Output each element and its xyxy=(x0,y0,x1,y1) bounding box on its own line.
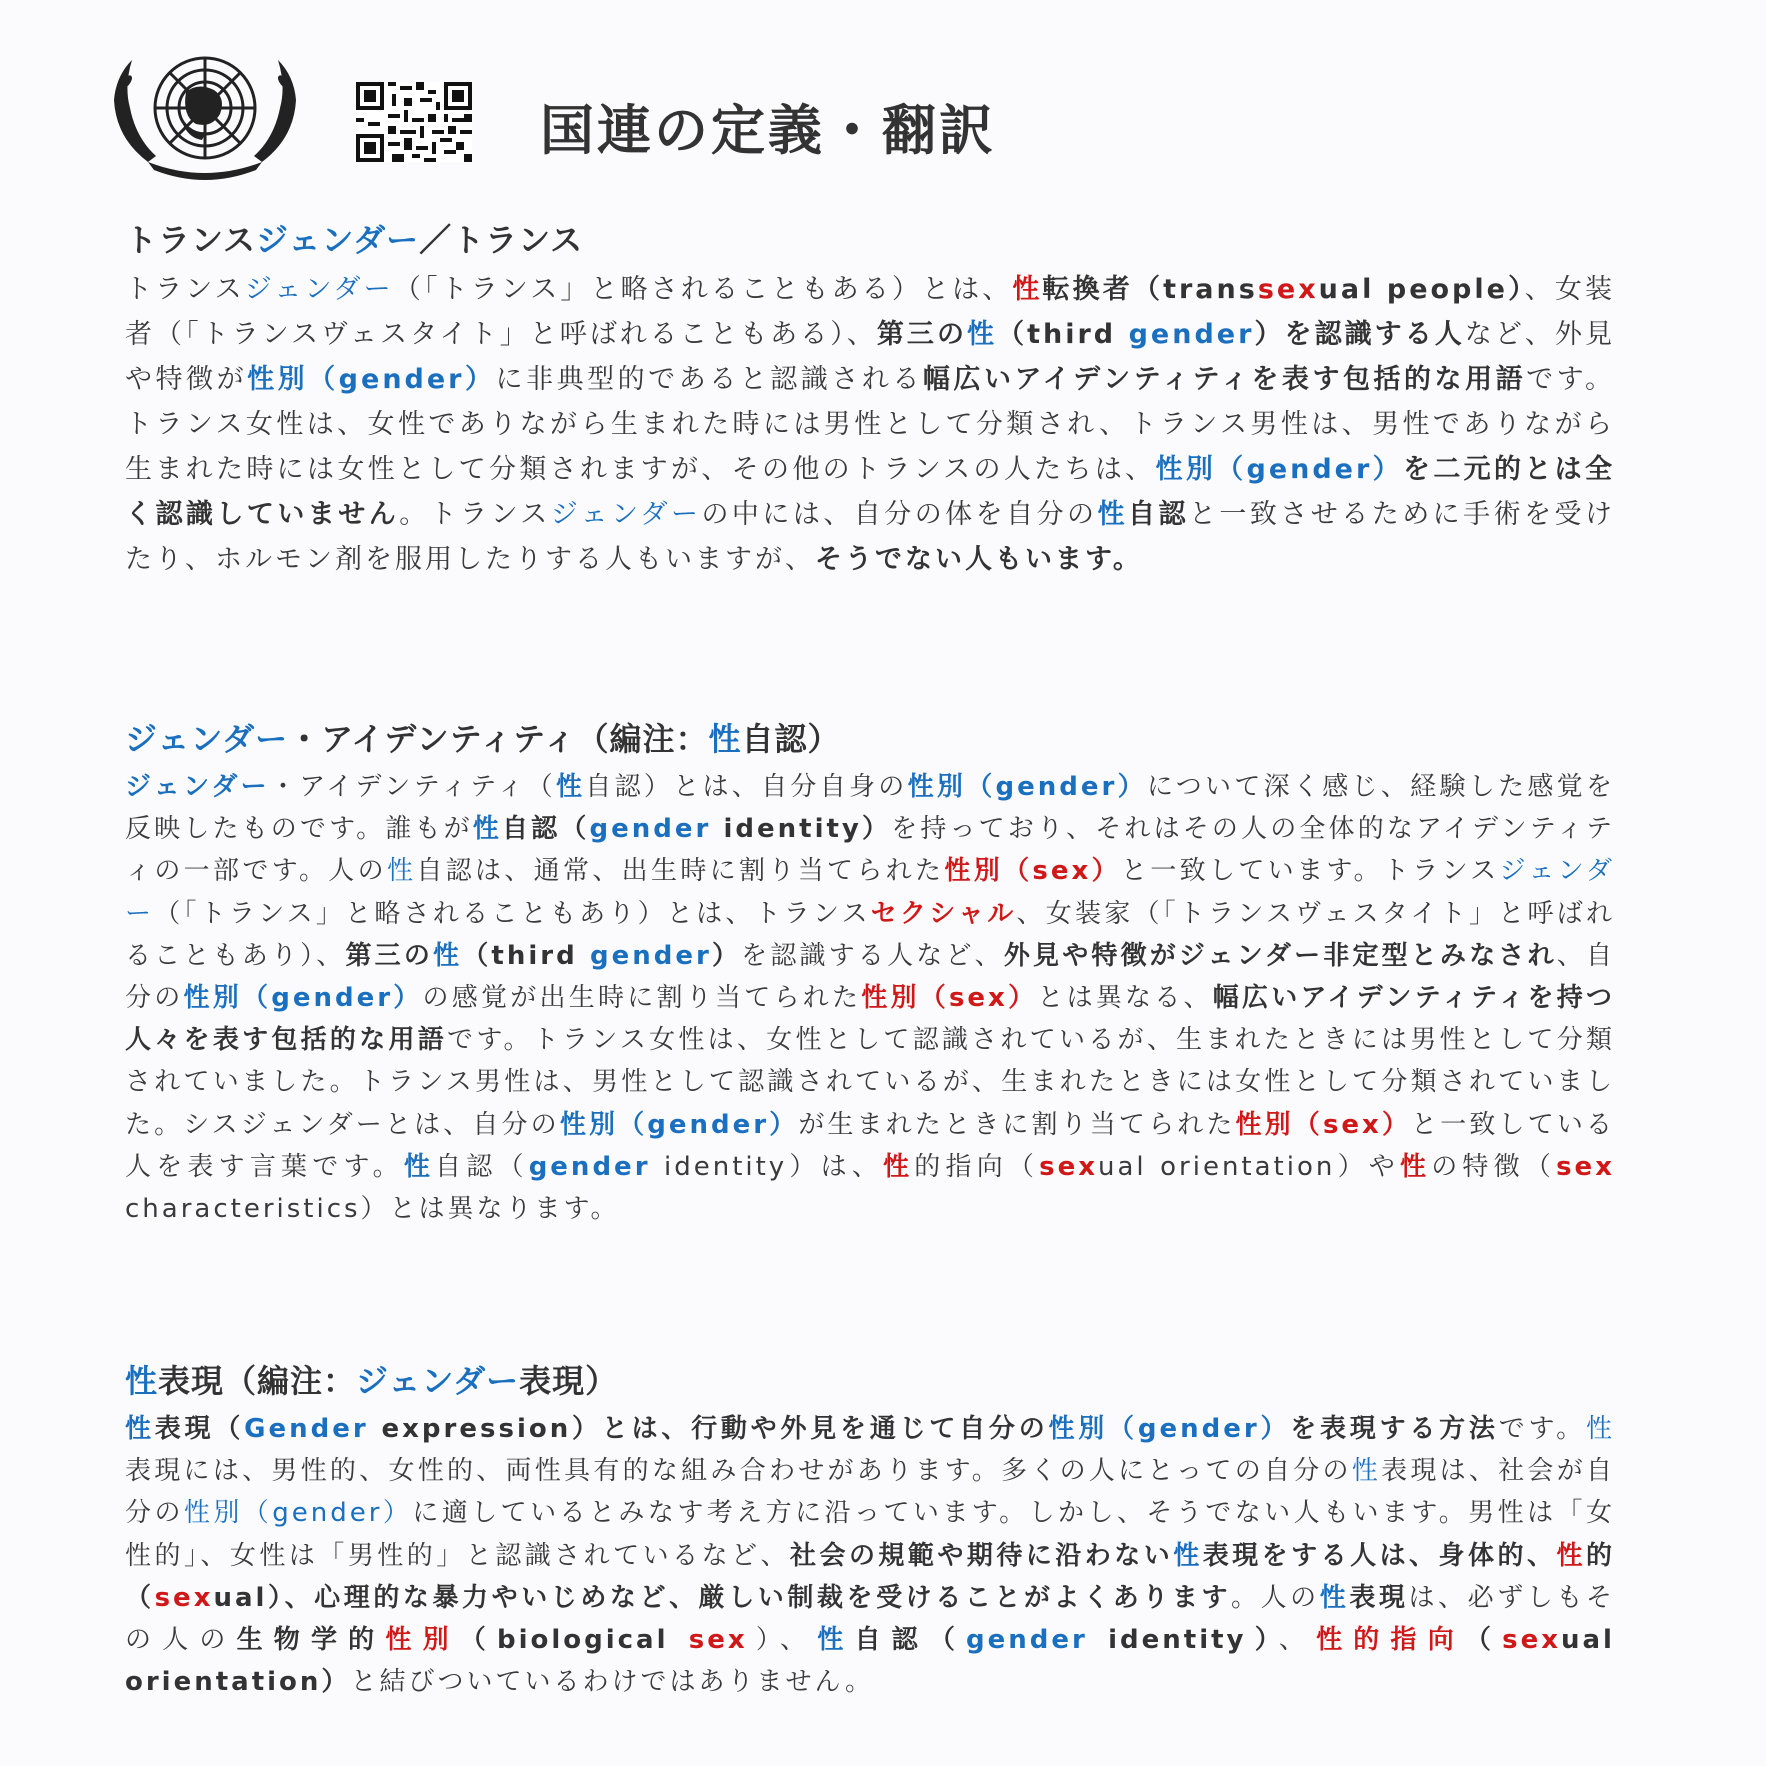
text-run: 表現をする人は、身体的、 xyxy=(1202,1540,1557,1571)
text-run: 社会の規範や期待に沿わない xyxy=(790,1540,1174,1571)
text-run: ual）、心理的な暴力やいじめなど、厳しい制裁を受けることがよくあります xyxy=(213,1582,1232,1613)
text-run: 性 xyxy=(403,1151,436,1182)
text-run: 性 xyxy=(1097,499,1128,530)
text-run: 性 xyxy=(1351,1456,1382,1487)
text-run: ジェンダー xyxy=(125,856,1615,929)
text-run: 性 xyxy=(1173,1540,1203,1571)
text-run: characteristics）とは異なります。 xyxy=(125,1194,620,1225)
text-run: 性別（gender） xyxy=(247,364,496,395)
text-run: が生まれたときに割り当てられた xyxy=(798,1109,1236,1140)
text-run: 自認 xyxy=(1128,499,1189,530)
text-run: 性 xyxy=(1585,1414,1615,1444)
text-run: identity） xyxy=(1087,1625,1279,1656)
text-run: と一致させるために手術を受けたり、ホルモン剤を服用したりする人もいますが、 xyxy=(125,499,1616,575)
text-run: ual orientation）や xyxy=(1098,1151,1400,1182)
text-run: 。人の xyxy=(1231,1582,1320,1613)
section-body xyxy=(125,1408,1615,1703)
text-run: identity）は、 xyxy=(650,1151,884,1182)
text-run: 自認）とは、自分自身の xyxy=(585,772,908,802)
un-emblem-logo xyxy=(86,42,324,186)
text-run: 自認（ xyxy=(501,814,590,845)
text-run: 性 xyxy=(1012,274,1043,305)
text-run: 性的指向 xyxy=(1316,1625,1465,1656)
text-run: セクシャル xyxy=(870,898,1017,929)
text-run: identity） xyxy=(711,814,892,845)
text-run: 、女装者（「トランスヴェスタイト」と呼ばれることもある）、 xyxy=(125,274,1616,350)
text-run: sex xyxy=(154,1582,214,1613)
text-run: ・アイデンティティ（ xyxy=(269,772,556,802)
section-body xyxy=(125,766,1615,1230)
text-run: 。トランス xyxy=(399,499,551,530)
text-run: 、自分の xyxy=(125,940,1615,1014)
text-run: など、外見や特徴が xyxy=(125,319,1616,395)
section-heading: 性表現（編注：ジェンダー表現） xyxy=(125,1362,619,1400)
text-run: 性別（gender） xyxy=(1048,1414,1291,1444)
text-run: 性 xyxy=(883,1151,915,1182)
text-run: 性 xyxy=(967,319,998,350)
text-run: 性 xyxy=(472,814,502,845)
text-run: ジェンダー xyxy=(125,772,270,802)
text-run: gender xyxy=(589,814,712,845)
text-run: を持っており、それはその人の全体的なアイデンティティの一部です。人の xyxy=(125,814,1615,887)
text-run: （「トランス」と略されることもあり）とは、トランス xyxy=(154,898,871,929)
text-run: Gender xyxy=(244,1414,369,1444)
section-transgender xyxy=(125,215,1615,582)
text-run: 自認（ xyxy=(435,1151,529,1182)
text-run: gender xyxy=(966,1625,1088,1656)
text-run: sex xyxy=(1556,1151,1615,1182)
text-run: に適しているとみなす考え方に沿っています。しかし、そうでない人もいます。男性は「女性的」、女性は「男性的」と認識されているなど、 xyxy=(125,1498,1615,1571)
text-run: 性別（gender） xyxy=(1155,454,1403,485)
text-run: ジェンダー xyxy=(550,499,702,530)
section-heading: トランスジェンダー／トランス xyxy=(125,221,584,259)
text-run: sex xyxy=(688,1625,748,1656)
text-run: 表現 xyxy=(1349,1582,1409,1613)
text-run: （third xyxy=(462,940,590,971)
text-run: 的（ xyxy=(125,1540,1615,1613)
text-run: の感覚が出生時に割り当てられた xyxy=(422,983,862,1014)
text-run: （ xyxy=(1464,1625,1503,1656)
text-run: と結びついているわけではありません。 xyxy=(350,1667,874,1698)
text-run: gender xyxy=(589,940,712,971)
section-heading: ジェンダー・アイデンティティ（編注：性自認） xyxy=(125,720,841,758)
text-run: 第三の xyxy=(876,319,967,350)
text-run: 性別（sex） xyxy=(944,856,1121,887)
text-run: の中には、自分の体を自分の xyxy=(701,499,1098,530)
text-run: は、必ずしもその人の xyxy=(125,1582,1615,1656)
text-run: 性 xyxy=(433,940,463,971)
text-run: （biological xyxy=(459,1625,689,1656)
text-run: です。 xyxy=(1498,1414,1586,1444)
text-run: 性 xyxy=(386,856,417,887)
text-run: ual people） xyxy=(1318,274,1525,305)
text-run: ジェンダー xyxy=(244,274,394,305)
text-run: とは異なる、 xyxy=(1037,983,1213,1014)
text-run: と一致しています。トランス xyxy=(1120,856,1500,887)
text-run: sex xyxy=(1257,274,1319,305)
text-run: gender xyxy=(528,1151,651,1182)
text-run: 第三の xyxy=(345,940,434,971)
qr-code-image xyxy=(356,82,472,162)
text-run: 表現（ xyxy=(154,1414,245,1444)
text-run: 性別 xyxy=(385,1625,460,1656)
text-run: を表現する方法 xyxy=(1290,1414,1499,1444)
text-run: 自認は、通常、出生時に割り当てられた xyxy=(416,856,945,887)
text-run: 表現には、男性的、女性的、両性具有的な組み合わせがあります。多くの人にとっての自分の xyxy=(125,1456,1352,1487)
text-run: （「トランス」と略されることもある）とは、 xyxy=(393,274,1013,305)
text-run: と一致している人を表す言葉です。 xyxy=(125,1109,1615,1182)
text-run: に非典型的であると認識される xyxy=(495,364,923,395)
text-run: expression）とは、行動や外見を通じて自分の xyxy=(368,1414,1049,1444)
text-run: 性別（gender） xyxy=(907,772,1147,802)
text-run: を二元的とは全く認識していません xyxy=(125,454,1615,530)
text-run: 幅広いアイデンティティを持つ人々を表す包括的な用語 xyxy=(125,983,1615,1056)
text-run: 性 xyxy=(817,1625,855,1656)
text-run: ）を認識する人 xyxy=(1254,319,1465,350)
text-run: 性 xyxy=(125,1414,155,1444)
section-gender-identity xyxy=(125,714,1615,1230)
text-run: 性別（gender） xyxy=(559,1109,799,1140)
text-run: の特徴（ xyxy=(1431,1151,1557,1182)
text-run: 性別（gender） xyxy=(183,983,423,1014)
text-run: sex xyxy=(1039,1151,1099,1182)
text-run: 的指向（ xyxy=(914,1151,1040,1182)
text-run: ） xyxy=(711,940,742,971)
text-run: ）、 xyxy=(747,1625,818,1656)
text-run: 、女装家（「トランスヴェスタイト」と呼ばれることもあり）、 xyxy=(125,898,1615,971)
page-title: 国連の定義・翻訳 xyxy=(540,99,996,162)
text-run: 性 xyxy=(1319,1582,1350,1613)
text-run: 転換者 xyxy=(1042,274,1133,305)
text-run: そうでない人もいます。 xyxy=(815,544,1143,575)
text-run: gender xyxy=(1128,319,1255,350)
text-run: トランス xyxy=(125,274,245,305)
text-run: 性 xyxy=(555,772,586,802)
text-run: 外見や特徴がジェンダー非定型とみなされ xyxy=(1003,940,1557,971)
text-run: 生物学的 xyxy=(236,1625,386,1656)
section-body xyxy=(125,267,1615,582)
text-run: ual orientation） xyxy=(125,1625,1615,1698)
text-run: 、 xyxy=(1278,1625,1317,1656)
text-run: 性 xyxy=(1400,1151,1432,1182)
text-run: 性別（sex） xyxy=(1235,1109,1412,1140)
text-run: sex xyxy=(1502,1625,1561,1656)
text-run: を認識する人など、 xyxy=(741,940,1004,971)
text-run: について深く感じ、経験した感覚を反映したものです。誰もが xyxy=(125,772,1615,845)
text-run: （third xyxy=(997,319,1129,350)
text-run: 性別（gender） xyxy=(183,1498,413,1529)
text-run: 性別（sex） xyxy=(861,983,1038,1014)
section-gender-expression xyxy=(125,1356,1615,1703)
text-run: 表現は、社会が自分の xyxy=(125,1456,1615,1529)
text-run: 幅広いアイデンティティを表す包括的な用語 xyxy=(922,364,1527,395)
text-run: です。トランス女性は、女性でありながら生まれた時には男性として分類され、トランス男性は、男性でありながら生まれた時には女性として分類されますが、その他のトランスの人たちは、 xyxy=(125,364,1616,485)
text-run: 自認（ xyxy=(854,1625,967,1656)
text-run: （trans xyxy=(1132,274,1258,305)
text-run: 性 xyxy=(1556,1540,1586,1571)
text-run: です。トランス女性は、女性として認識されているが、生まれたときには男性として分類されていました。トランス男性は、男性として認識されているが、生まれたときには女性として分類されていました。シスジェンダーとは、自分の xyxy=(125,1025,1615,1140)
